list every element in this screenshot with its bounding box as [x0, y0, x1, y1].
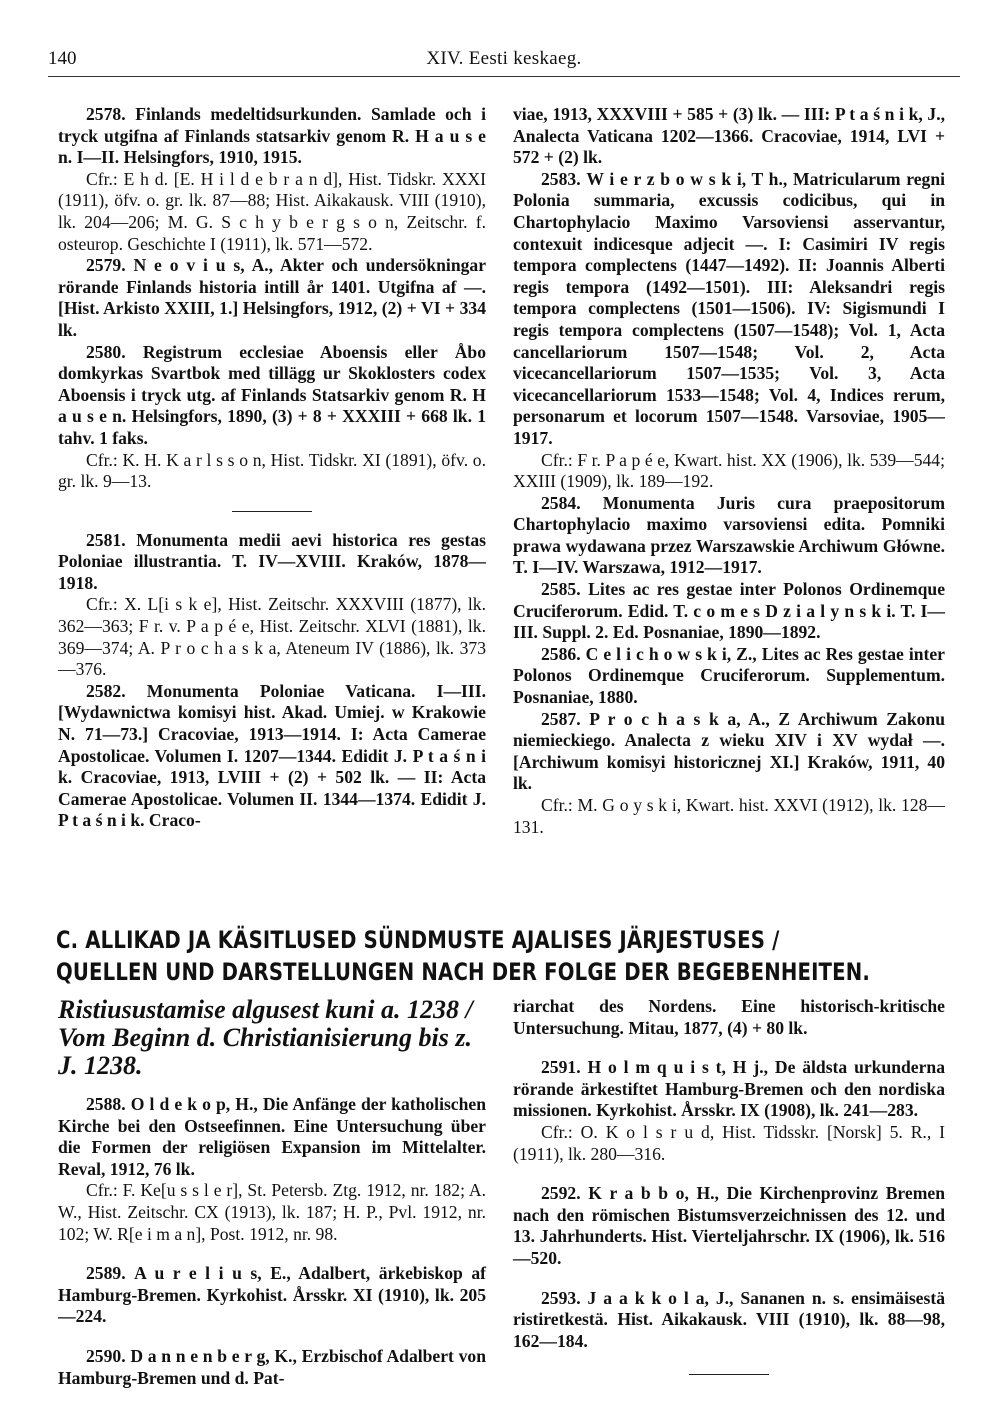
running-head [48, 48, 960, 77]
entry-2588: 2588. O l d e k o p, H., Die Anfänge der katholischen Kirche bei den Ostseefinnen. Eine Untersuchung über die Formen der religiösen Expansion im Mittelalter. Reval, 1912, 76 lk. [58, 1094, 486, 1179]
entry-2593: 2593. J a a k k o l a, J., Sananen n. s. ensimäisestä ristiretkestä. Hist. Aikakausk. VIII (1910), lk. 88—98, 162—184. [513, 1287, 945, 1351]
lower-right-column [513, 996, 945, 1375]
entry-2586: 2586. C e l i c h o w s k i, Z., Lites ac Res gestae inter Polonos Ordinemque Cruciferorum. Supplementum. Posnaniae, 1880. [513, 643, 945, 708]
entry-2581: 2581. Monumenta medii aevi historica res gestas Poloniae illustrantia. T. IV—XVIII. Kraków, 1878—1918. [58, 529, 486, 593]
end-rule [689, 1374, 769, 1375]
entry-2591-cfr: Cfr.: O. K o l s r u d, Hist. Tidsskr. [Norsk] 5. R., I (1911), lk. 280—316. [513, 1121, 945, 1164]
page-number: 140 [48, 48, 77, 69]
entry-2580: 2580. Registrum ecclesiae Aboensis eller Åbo domkyrkas Svartbok med tillägg ur Skoklosters codex Aboensis i tryck utg. af Finlands Statsarkiv genom R. H a u s e n. Helsingfors, 1890, (3) + 8 + XXXIII + 668 lk. 1 tahv. 1 faks. [58, 341, 486, 448]
entry-2584: 2584. Monumenta Juris cura praepositorum Chartophylacio maximo varsoviensi edita. Pomniki prawa wydawana przez Warszawskie Archiwum Główne. T. I—IV. Warszawa, 1912—1917. [513, 492, 945, 578]
entry-2583: 2583. W i e r z b o w s k i, T h., Matricularum regni Polonia summaria, excussis codicibus, qui in Chartophylacio Maximo Varsoviensi asservantur, contexuit indicesque adjecit —. I: Casimiri IV regis tempora complectens (1447—1492). II: Joannis Alberti regis tempora (1492—1501). III: Aleksandri regis tempora complectens (1501—1506). IV: Sigismundi I regis tempora complectens (1507—1548); Vol. 1, Acta cancellariorum 1507—1548; Vol. 2, Acta vicecancellariorum 1507—1535; Vol. 3, Acta vicecancellariorum 1533—1548; Vol. 4, Indices rerum, personarum et locorum 1507—1548. Varsoviae, 1905—1917. [513, 168, 945, 448]
entry-2578: 2578. Finlands medeltidsurkunden. Samlade och i tryck utgifna af Finlands statsarkiv genom R. H a u s e n. I—II. Helsingfors, 1910, 1915. [58, 104, 486, 168]
entry-2590-continued: riarchat des Nordens. Eine historisch-kritische Untersuchung. Mitau, 1877, (4) + 80 lk. [513, 996, 945, 1038]
entry-2587: 2587. P r o c h a s k a, A., Z Archiwum Zakonu niemieckiego. Analecta z wieku XIV i XV wydał —. [Archiwum komisyi historicznej XI.] Kraków, 1911, 40 lk. [513, 708, 945, 794]
entry-2592: 2592. K r a b b o, H., Die Kirchenprovinz Bremen nach den römischen Bistumsverzeichnissen des 12. und 13. Jahrhunderts. Hist. Vierteljahrschr. IX (1906), lk. 516—520. [513, 1183, 945, 1268]
section-heading-line-2: QUELLEN UND DARSTELLUNGEN NACH DER FOLGE DER BEGEBENHEITEN. [56, 958, 871, 986]
sub-heading: Ristiusustamise algusest kuni a. 1238 / Vom Beginn d. Christianisierung bis z. J. 1238. [58, 995, 473, 1080]
entry-2580-cfr: Cfr.: K. H. K a r l s s o n, Hist. Tidskr. XI (1891), öfv. o. gr. lk. 9—13. [58, 449, 486, 492]
entry-2578-cfr: Cfr.: E h d. [E. H i l d e b r a n d], Hist. Tidskr. XXXI (1911), öfv. o. gr. lk. 87—88; Hist. Aikakausk. VIII (1910), lk. 204—206; M. G. S c h y b e r g s o n, Zeitschr. f. osteurop. Geschichte I (1911), lk. 571—572. [58, 168, 486, 254]
lower-left-column [58, 996, 486, 1389]
entry-2590: 2590. D a n n e n b e r g, K., Erzbischof Adalbert von Hamburg-Bremen und d. Pat- [58, 1345, 486, 1388]
section-heading-line-1: C. ALLIKAD JA KÄSITLUSED SÜNDMUSTE AJALISES JÄRJESTUSES / [56, 926, 780, 954]
entry-2587-cfr: Cfr.: M. G o y s k i, Kwart. hist. XXVI (1912), lk. 128—131. [513, 795, 945, 837]
upper-left-column [58, 104, 486, 832]
separator-rule [232, 511, 312, 512]
entry-2589: 2589. A u r e l i u s, E., Adalbert, ärkebiskop af Hamburg-Bremen. Kyrkohist. Årsskr. XI (1910), lk. 205—224. [58, 1263, 486, 1327]
upper-right-column [513, 104, 945, 838]
entry-2579: 2579. N e o v i u s, A., Akter och undersökningar rörande Finlands historia intill år 1401. Utgifna af —. [Hist. Arkisto XXIII, 1.] Helsingfors, 1912, (2) + VI + 334 lk. [58, 255, 487, 340]
entry-2582-continued: viae, 1913, XXXVIII + 585 + (3) lk. — III: P t a ś n i k, J., Analecta Vaticana 1202—1366. Cracoviae, 1914, LVI + 572 + (2) lk. [513, 104, 945, 168]
entry-2582: 2582. Monumenta Poloniae Vaticana. I—III. [Wydawnictwa komisyi hist. Akad. Umiej. w Krakowie N. 71—73.] Cracoviae, 1913—1914. I: Acta Camerae Apostolicae. Volumen I. 1207—1344. Edidit J. P t a ś n i k. Cracoviae, 1913, LVIII + (2) + 502 lk. — II: Acta Camerae Apostolicae. Volumen II. 1344—1374. Edidit J. P t a ś n i k. Craco- [58, 680, 486, 831]
page-header-title: XIV. Eesti keskaeg. [426, 48, 582, 69]
entry-2581-cfr: Cfr.: X. L[i s k e], Hist. Zeitschr. XXXVIII (1877), lk. 362—363; F r. v. P a p é e, Hist. Zeitschr. XLVI (1881), lk. 369—374; A. P r o c h a s k a, Ateneum IV (1886), lk. 373—376. [58, 594, 486, 680]
entry-2588-cfr: Cfr.: F. Ke[u s s l e r], St. Petersb. Ztg. 1912, nr. 182; A. W., Hist. Zeitschr. CX (1913), lk. 187; H. P., Pvl. 1912, nr. 102; W. R[e i m a n], Post. 1912, nr. 98. [58, 1180, 486, 1244]
entry-2585: 2585. Lites ac res gestae inter Polonos Ordinemque Cruciferorum. Edid. T. c o m e s D z i a l y n s k i. T. I—III. Suppl. 2. Ed. Posnaniae, 1890—1892. [513, 579, 946, 643]
section-heading [56, 924, 871, 988]
entry-2591: 2591. H o l m q u i s t, H j., De äldsta urkunderna rörande ärkestiftet Hamburg-Bremen och den nordiska missionen. Kyrkohist. Årsskr. IX (1908), lk. 241—283. [513, 1057, 946, 1121]
entry-2583-cfr: Cfr.: F r. P a p é e, Kwart. hist. XX (1906), lk. 539—544; XXIII (1909), lk. 189—192. [513, 449, 945, 492]
